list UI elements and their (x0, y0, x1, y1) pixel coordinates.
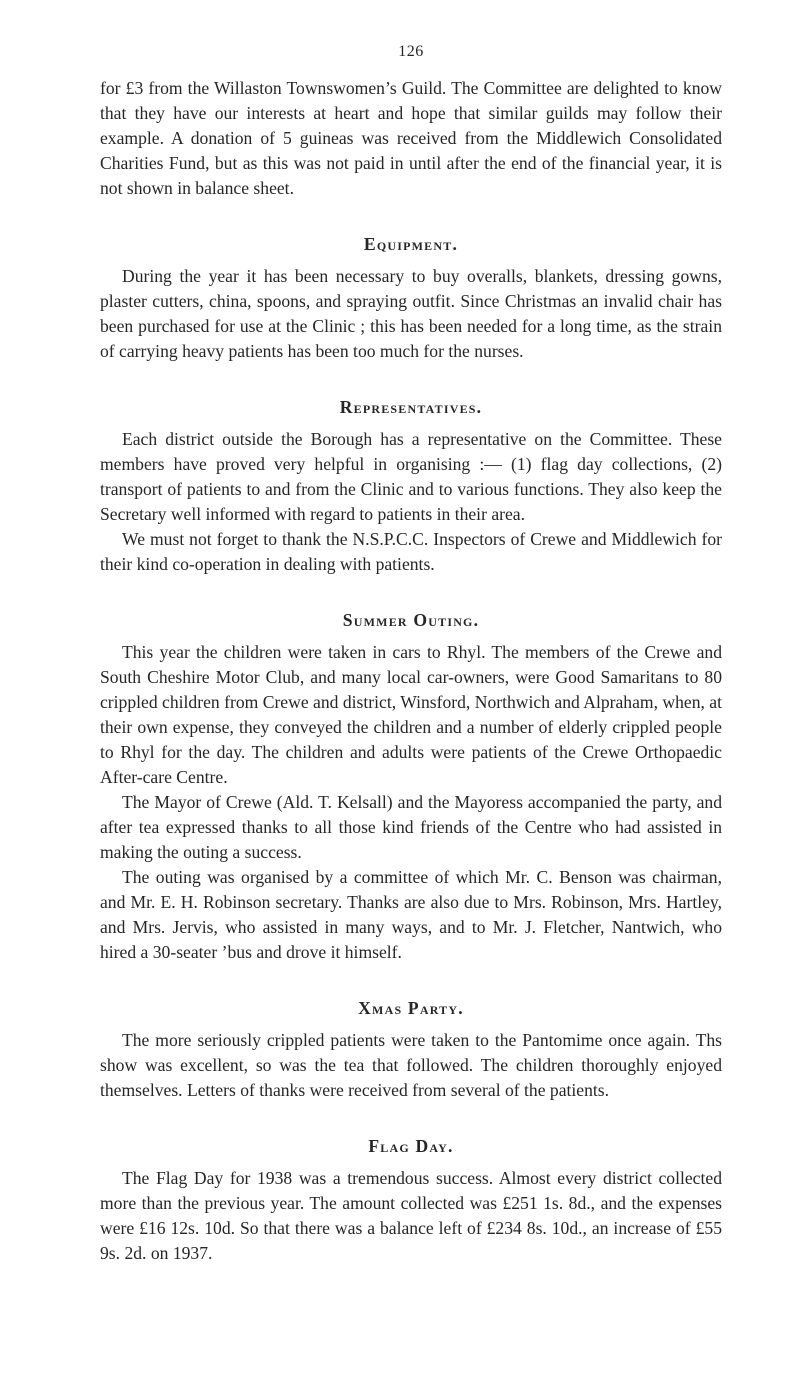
flag-day-paragraph: The Flag Day for 1938 was a tremendous success. Almost every district collected more than the previous year. The amount collected was £251 1s. 8d., and the expenses were £16 12s. 10d. So that there was a balance left of £234 8s. 10d., an increase of £55 9s. 2d. on 1937. (100, 1168, 722, 1263)
summer-outing-paragraph-3: The outing was organised by a committee of which Mr. C. Benson was chairman, and Mr. E. H. Robinson secretary. Thanks are also due to Mrs. Robinson, Mrs. Hartley, and Mrs. Jervis, who assisted in many ways, and to Mr. J. Fletcher, Nantwich, who hired a 30-seater ’bus and drove it himself. (100, 867, 722, 962)
equipment-paragraph: During the year it has been necessary to buy overalls, blankets, dressing gowns, plaster cutters, china, spoons, and spraying outfit. Since Christmas an invalid chair has been purchased for use at the Clinic ; this has been needed for a long time, as the strain of carrying heavy patients has been too much for the nurses. (100, 266, 722, 361)
section-heading-flag-day: Flag Day. (368, 1136, 454, 1156)
section-flag-day (100, 1135, 722, 1266)
section-heading-summer-outing: Summer Outing. (342, 610, 480, 630)
section-representatives (100, 396, 722, 577)
document-page (100, 42, 722, 1266)
summer-outing-paragraph-1: This year the children were taken in cars to Rhyl. The members of the Crewe and South Cheshire Motor Club, and many local car-owners, were Good Samaritans to 80 crippled children from Crewe and district, Winsford, Northwich and Alpraham, when, at their own expense, they conveyed the children and a number of elderly crippled people to Rhyl for the day. The children and adults were patients of the Crewe Orthopaedic After-care Centre. (100, 642, 722, 787)
xmas-party-paragraph: The more seriously crippled patients were taken to the Pantomime once again. Ths show was excellent, so was the tea that followed. The children thoroughly enjoyed themselves. Letters of thanks were received from several of the patients. (100, 1030, 722, 1100)
intro-paragraph: for £3 from the Willaston Townswomen’s Guild. The Committee are delighted to know that they have our interests at heart and hope that similar guilds may follow their example. A donation of 5 guineas was received from the Middlewich Consolidated Charities Fund, but as this was not paid in until after the end of the financial year, it is not shown in balance sheet. (100, 78, 722, 198)
section-summer-outing (100, 609, 722, 965)
page-number: 126 (398, 43, 424, 60)
representatives-paragraph-2: We must not forget to thank the N.S.P.C.C. Inspectors of Crewe and Middlewich for their kind co-operation in dealing with patients. (100, 529, 722, 574)
summer-outing-paragraph-2: The Mayor of Crewe (Ald. T. Kelsall) and the Mayoress accompanied the party, and after tea expressed thanks to all those kind friends of the Centre who had assisted in making the outing a success. (100, 792, 722, 862)
representatives-paragraph-1: Each district outside the Borough has a representative on the Committee. These members have proved very helpful in organising :— (1) flag day collections, (2) transport of patients to and from the Clinic and to various functions. They also keep the Secretary well informed with regard to patients in their area. (100, 429, 722, 524)
section-equipment (100, 233, 722, 364)
section-xmas-party (100, 997, 722, 1103)
section-heading-equipment: Equipment. (363, 234, 459, 254)
section-heading-representatives: Representatives. (339, 397, 483, 417)
section-heading-xmas-party: Xmas Party. (358, 998, 464, 1018)
